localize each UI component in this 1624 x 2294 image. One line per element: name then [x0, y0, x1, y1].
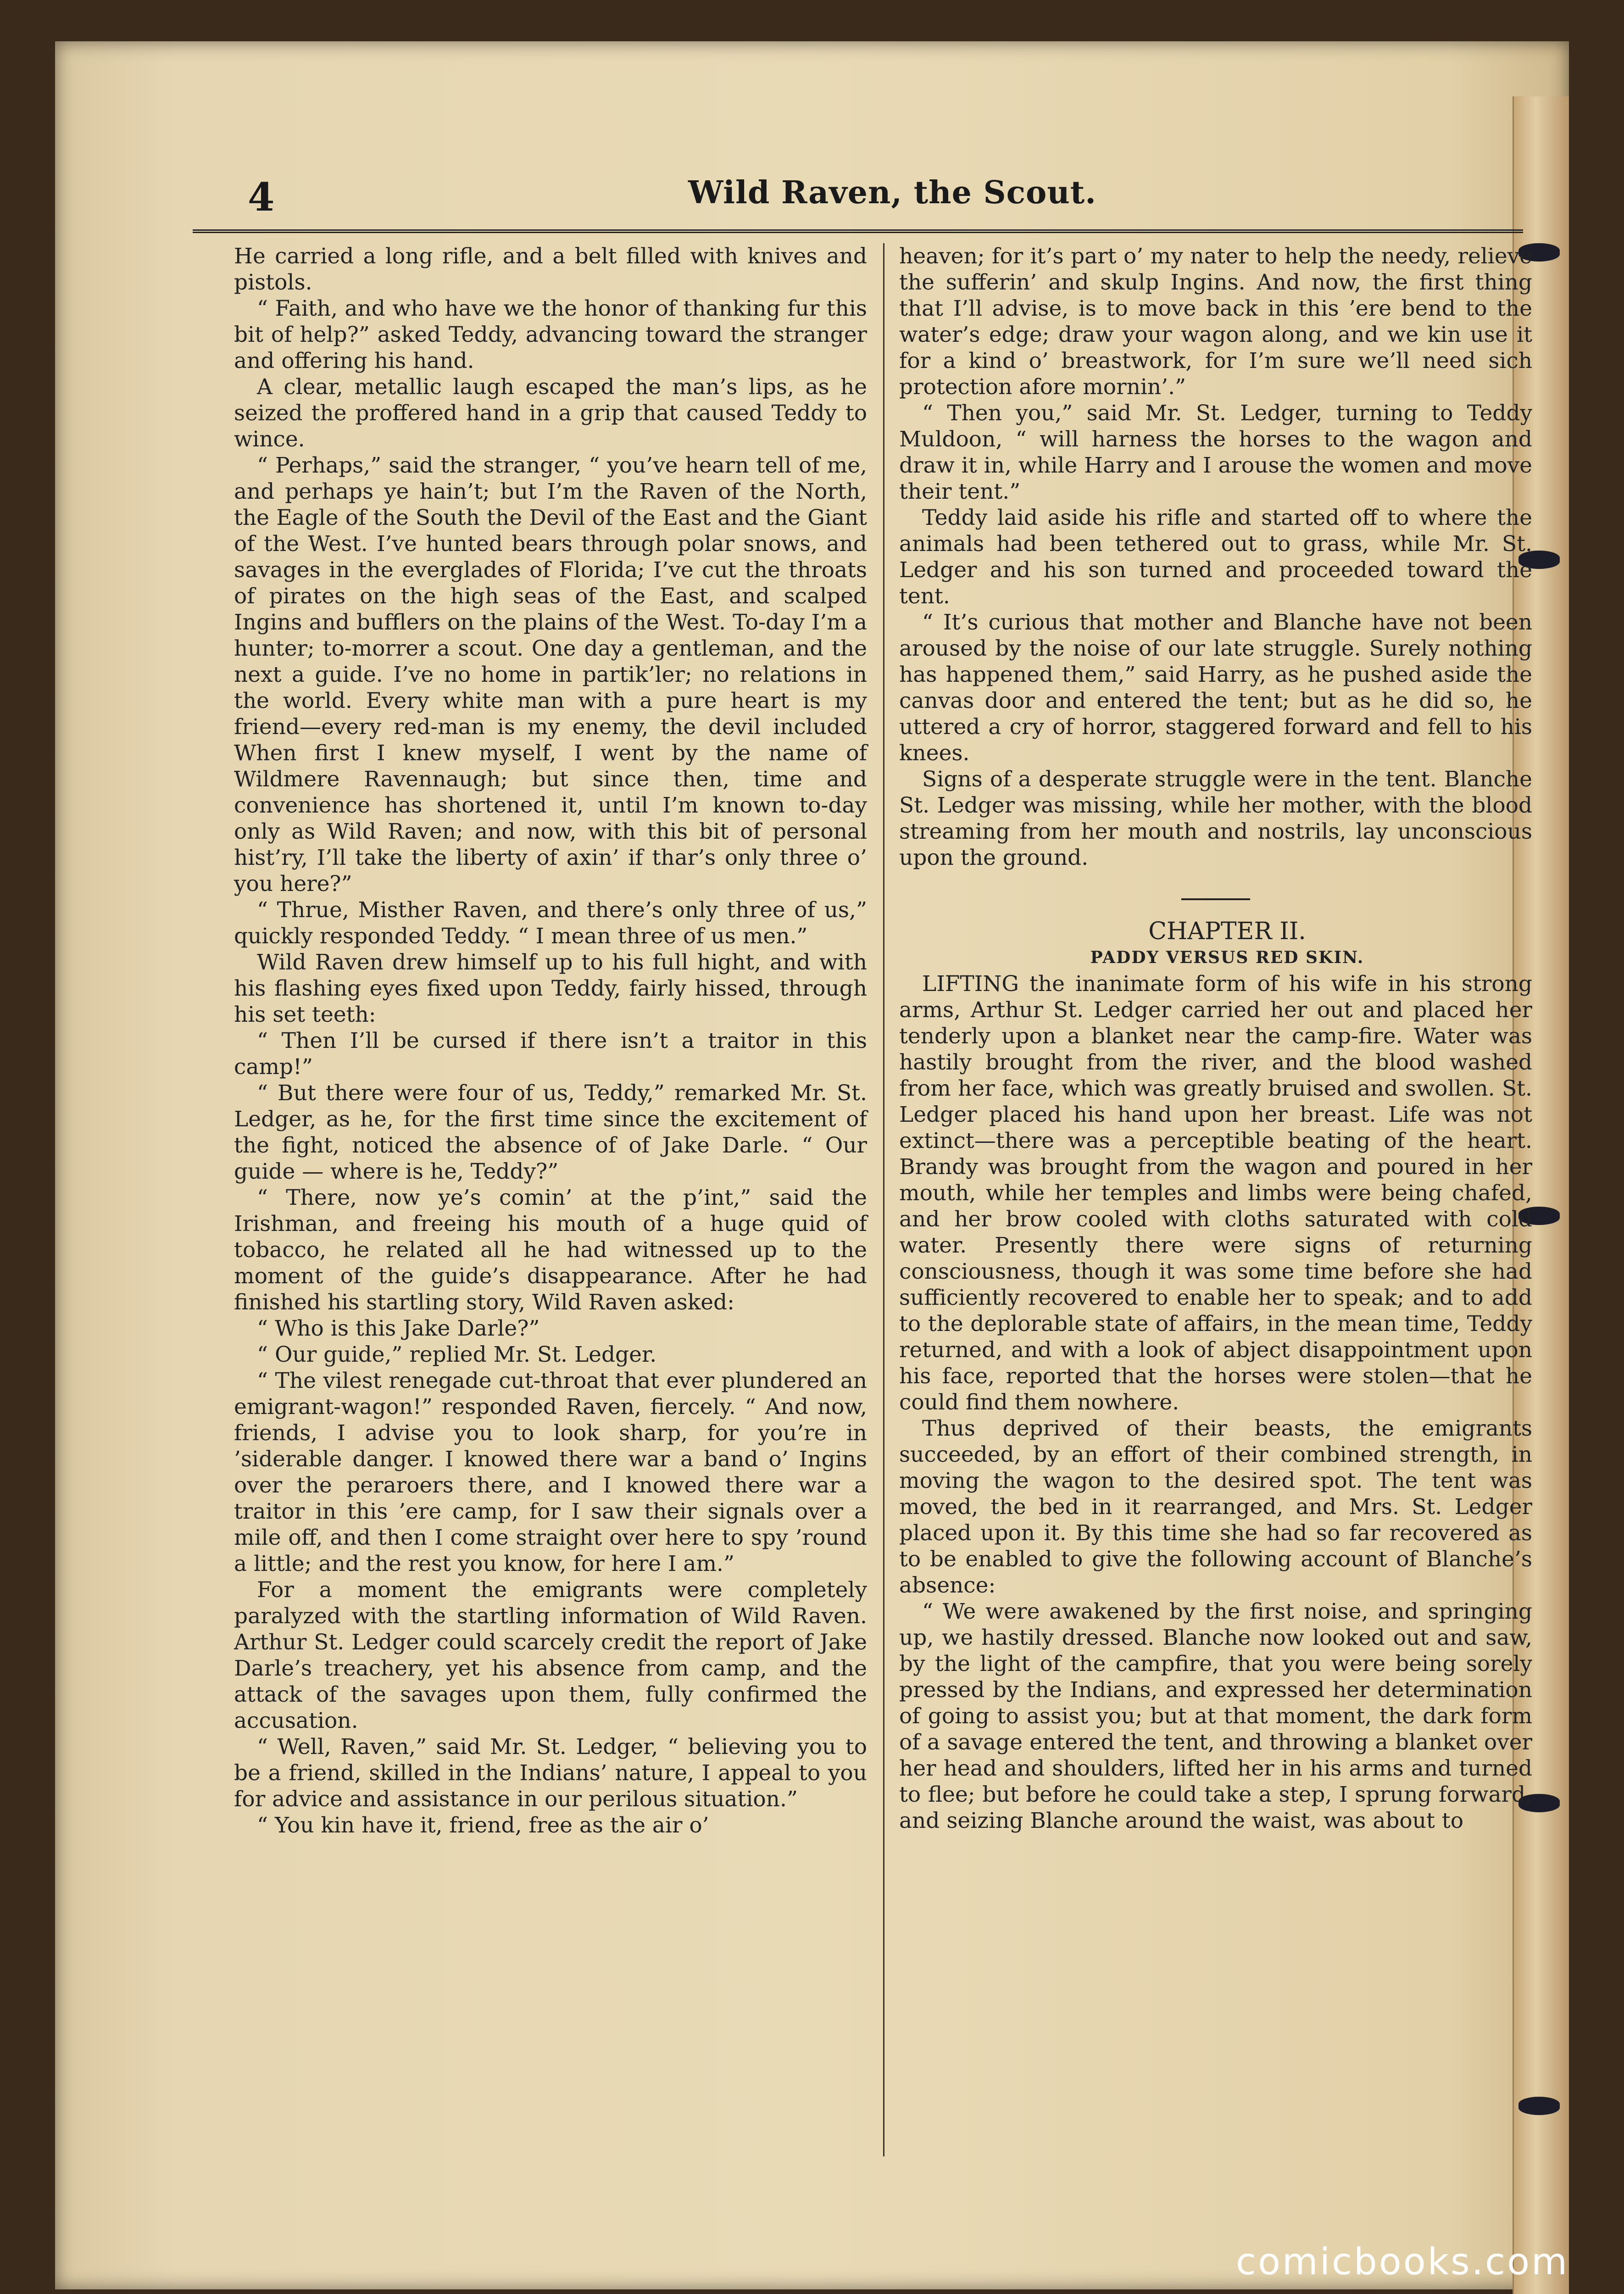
paragraph: “ Our guide,” replied Mr. St. Ledger.: [257, 1342, 657, 1367]
paragraph: LIFTING the inanimate form of his wife in his strong arms, Arthur St. Ledger carried her out and placed her tenderly upon a blanket near the camp-fire. Water was hastily brought from the river, and the blood washed from her face, which was greatly bruised and swollen. St. Ledger placed his hand upon her breast. Life was not extinct—there was a perceptible beating of the heart. Brandy was brought from the wagon and poured in her mouth, while her temples and limbs were being chafed, and her brow cooled with cloths saturated with cold water. Presently there were signs of returning consciousness, though it was some time before she had sufficiently recovered to enable her to speak; and to add to the deplorable state of affairs, in the mean time, Teddy returned, and with a look of abject disappointment upon his face, reported that the horses were stolen—that he could find them nowhere.: [899, 971, 1532, 1415]
paragraph: He carried a long rifle, and a belt filled with knives and pistols.: [234, 244, 867, 295]
chapter-rule: [1181, 898, 1250, 900]
column-divider: [883, 243, 884, 2156]
paragraph: “ But there were four of us, Teddy,” remarked Mr. St. Ledger, as he, for the first time since the excitement of the fight, noticed the absence of of Jake Darle. “ Our guide — where is he, Teddy?”: [234, 1080, 867, 1184]
chapter-subtitle: PADDY VERSUS RED SKIN.: [1090, 948, 1364, 967]
paragraph: Thus deprived of their beasts, the emigrants succeeded, by an effort of their combined strength, in moving the wagon to the desired spot. The tent was moved, the bed in it rearranged, and Mrs. St. Ledger placed upon it. By this time she had so far recovered as to be enabled to give the following account of Blanche’s absence:: [899, 1416, 1532, 1598]
paragraph: “ There, now ye’s comin’ at the p’int,” said the Irishman, and freeing his mouth of a huge quid of tobacco, he related all he had witnessed up to the moment of the guide’s disappearance. After he had finished his startling story, Wild Raven asked:: [234, 1185, 867, 1315]
paragraph: Wild Raven drew himself up to his full hight, and with his flashing eyes fixed upon Teddy, fairly hissed, through his set teeth:: [234, 950, 867, 1027]
page-header: [193, 165, 1523, 233]
paragraph: “ Thrue, Misther Raven, and there’s only three of us,” quickly responded Teddy. “ I mean three of us men.”: [234, 897, 867, 949]
running-title: Wild Raven, the Scout.: [688, 174, 1096, 211]
right-column: [899, 243, 1532, 1834]
watermark: comicbooks.com: [1235, 2240, 1569, 2283]
paragraph: For a moment the emigrants were completely paralyzed with the startling information of Wild Raven. Arthur St. Ledger could scarcely credit the report of Jake Darle’s treachery, yet his absence from camp, and the attack of the savages upon them, fully confirmed the accusation.: [234, 1577, 867, 1733]
paragraph: “ It’s curious that mother and Blanche have not been aroused by the noise of our late struggle. Surely nothing has happened them,” said Harry, as he pushed aside the canvas door and entered the tent; but as he did so, he uttered a cry of horror, staggered forward and fell to his knees.: [899, 610, 1532, 766]
left-column: [234, 243, 867, 1838]
paragraph: “ Then you,” said Mr. St. Ledger, turning to Teddy Muldoon, “ will harness the horses to the wagon and draw it in, while Harry and I arouse the women and move their tent.”: [899, 401, 1532, 504]
paragraph: “ We were awakened by the first noise, and springing up, we hastily dressed. Blanche now looked out and saw, by the light of the campfire, that you were being sorely pressed by the Indians, and expressed her determination of going to assist you; but at that moment, the dark form of a savage entered the tent, and throwing a blanket over her head and shoulders, lifted her in his arms and turned to flee; but before he could take a step, I sprung forward, and seizing Blanche around the waist, was about to: [899, 1599, 1532, 1833]
binding-stitch: [1518, 2097, 1560, 2115]
paragraph: “ Well, Raven,” said Mr. St. Ledger, “ believing you to be a friend, skilled in the Indians’ nature, I appeal to you for advice and assistance in our perilous situation.”: [234, 1734, 867, 1812]
paragraph: A clear, metallic laugh escaped the man’s lips, as he seized the proffered hand in a grip that caused Teddy to wince.: [234, 374, 867, 452]
paragraph: “ The vilest renegade cut-throat that ever plundered an emigrant-wagon!” responded Raven, fiercely. “ And now, friends, I advise you to look sharp, for you’re in ’siderable danger. I knowed there war a band o’ Ingins over the peraroers there, and I knowed there war a traitor in this ’ere camp, for I saw their signals over a mile off, and then I come straight over here to spy ’round a little; and the rest you know, for here I am.”: [234, 1368, 867, 1576]
paragraph: Teddy laid aside his rifle and started off to where the animals had been tethered out to grass, while Mr. St. Ledger and his son turned and proceeded toward the tent.: [899, 505, 1532, 609]
paragraph: “ Faith, and who have we the honor of thanking fur this bit of help?” asked Teddy, advancing toward the stranger and offering his hand.: [234, 296, 867, 373]
chapter-title: CHAPTER II.: [1148, 918, 1306, 945]
paragraph: Signs of a desperate struggle were in the tent. Blanche St. Ledger was missing, while her mother, with the blood streaming from her mouth and nostrils, lay unconscious upon the ground.: [899, 767, 1532, 870]
paragraph: “ You kin have it, friend, free as the air o’: [257, 1813, 709, 1838]
paragraph: “ Who is this Jake Darle?”: [257, 1316, 540, 1341]
paragraph: heaven; for it’s part o’ my nater to help the needy, relieve the sufferin’ and skulp Ingins. And now, the first thing that I’ll advise, is to move back in this ’ere bend to the water’s edge; draw your wagon along, and we kin use it for a kind o’ breastwork, for I’m sure we’ll need sich protection afore mornin’.”: [899, 244, 1532, 400]
page-number: 4: [248, 174, 275, 220]
paragraph: “ Perhaps,” said the stranger, “ you’ve hearn tell of me, and perhaps ye hain’t; but I’m the Raven of the North, the Eagle of the South the Devil of the East and the Giant of the West. I’ve hunted bears through polar snows, and savages in the everglades of Florida; I’ve cut the throats of pirates on the high seas of the East, and scalped Ingins and bufflers on the plains of the West. To-day I’m a hunter; to-morrer a scout. One day a gentleman, and the next a guide. I’ve no home in partik’ler; no relations in the world. Every white man with a pure heart is my friend—every red-man is my enemy, the devil included When first I knew myself, I went by the name of Wildmere Ravennaugh; but since then, time and convenience has shortened it, until I’m known to-day only as Wild Raven; and now, with this bit of personal hist’ry, I’ll take the liberty of axin’ if thar’s only three o’ you here?”: [234, 453, 867, 896]
paragraph: “ Then I’ll be cursed if there isn’t a traitor in this camp!”: [234, 1028, 867, 1080]
